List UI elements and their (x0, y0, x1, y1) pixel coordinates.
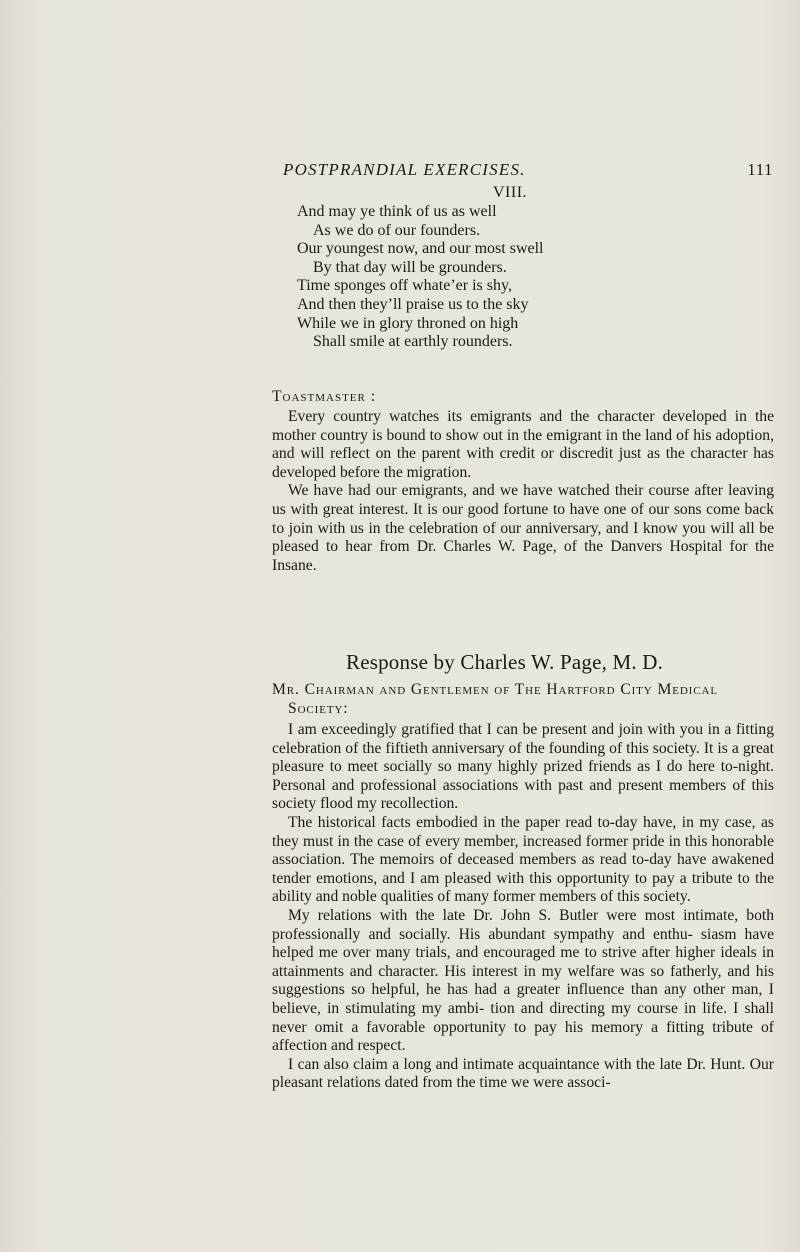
salutation-line: Society: (288, 699, 349, 717)
poem-line: Shall smile at earthly rounders. (313, 333, 513, 351)
toastmaster-label: Toastmaster : (272, 388, 377, 405)
running-head (283, 160, 773, 182)
running-head-title: POSTPRANDIAL EXERCISES. (283, 160, 526, 179)
paragraph: Every country watches its emigrants and the character developed in the mother country is bound to show out in the emigrant in the land of his adoption, and will reflect on the parent with credit or discredit just as the character has developed before the migration. (272, 408, 774, 481)
response-speech (272, 721, 774, 1093)
poem-line: Time sponges off whate’er is shy, (297, 277, 512, 295)
paragraph: The historical facts embodied in the paper read to-day have, in my case, as they must in the case of every member, increased former pride in this honorable association. The memoirs of deceased members as read to-day have awakened tender emotions, and I am pleased with this opportunity to pay a tribute to the ability and noble qualities of many former members of this society. (272, 813, 774, 906)
salutation (272, 681, 774, 718)
paragraph: My relations with the late Dr. John S. Butler were most intimate, both professionally and socially. His abundant sympathy and enthu- siasm have helped me over many trials, and encouraged me to strive after higher ideals in attainments and character. His interest in my welfare was so fatherly, and his suggestions so helpful, he has had a greater influence than any other man, I believe, in stimulating my ambi- tion and directing my course in life. I shall never omit a favorable opportunity to pay his memory a fitting tribute of affection and respect. (272, 906, 774, 1055)
page-number: 111 (747, 160, 773, 179)
salutation-line: Mr. Chairman and Gentlemen of The Hartford City Medical (272, 681, 718, 698)
paragraph: I can also claim a long and intimate acquaintance with the late Dr. Hunt. Our pleasant relations dated from the time we were associ- (272, 1055, 774, 1092)
response-heading: Response by Charles W. Page, M. D. (346, 650, 664, 674)
poem-line: And may ye think of us as well (297, 203, 497, 220)
poem-line: Our youngest now, and our most swell (297, 240, 544, 258)
poem-stanza (297, 203, 544, 352)
paragraph: I am exceedingly gratified that I can be present and join with you in a fitting celebration of the fiftieth anniversary of the founding of this society. It is a great pleasure to meet socially so many highly prized friends as I do here to-night. Personal and professional associations with past and present members of this society flood my recollection. (272, 721, 774, 813)
paragraph: We have had our emigrants, and we have watched their course after leaving us with great interest. It is our good fortune to have one of our sons come back to join with us in the celebration of our anniversary, and I know you will all be pleased to hear from Dr. Charles W. Page, of the Danvers Hospital for the Insane. (272, 482, 774, 574)
toastmaster-speech (272, 408, 774, 575)
poem-line: And then they’ll praise us to the sky (297, 295, 529, 313)
poem-line: By that day will be grounders. (313, 258, 507, 276)
stanza-number: VIII. (493, 184, 528, 201)
poem-line: While we in glory throned on high (297, 314, 519, 332)
poem-line: As we do of our founders. (313, 221, 481, 239)
